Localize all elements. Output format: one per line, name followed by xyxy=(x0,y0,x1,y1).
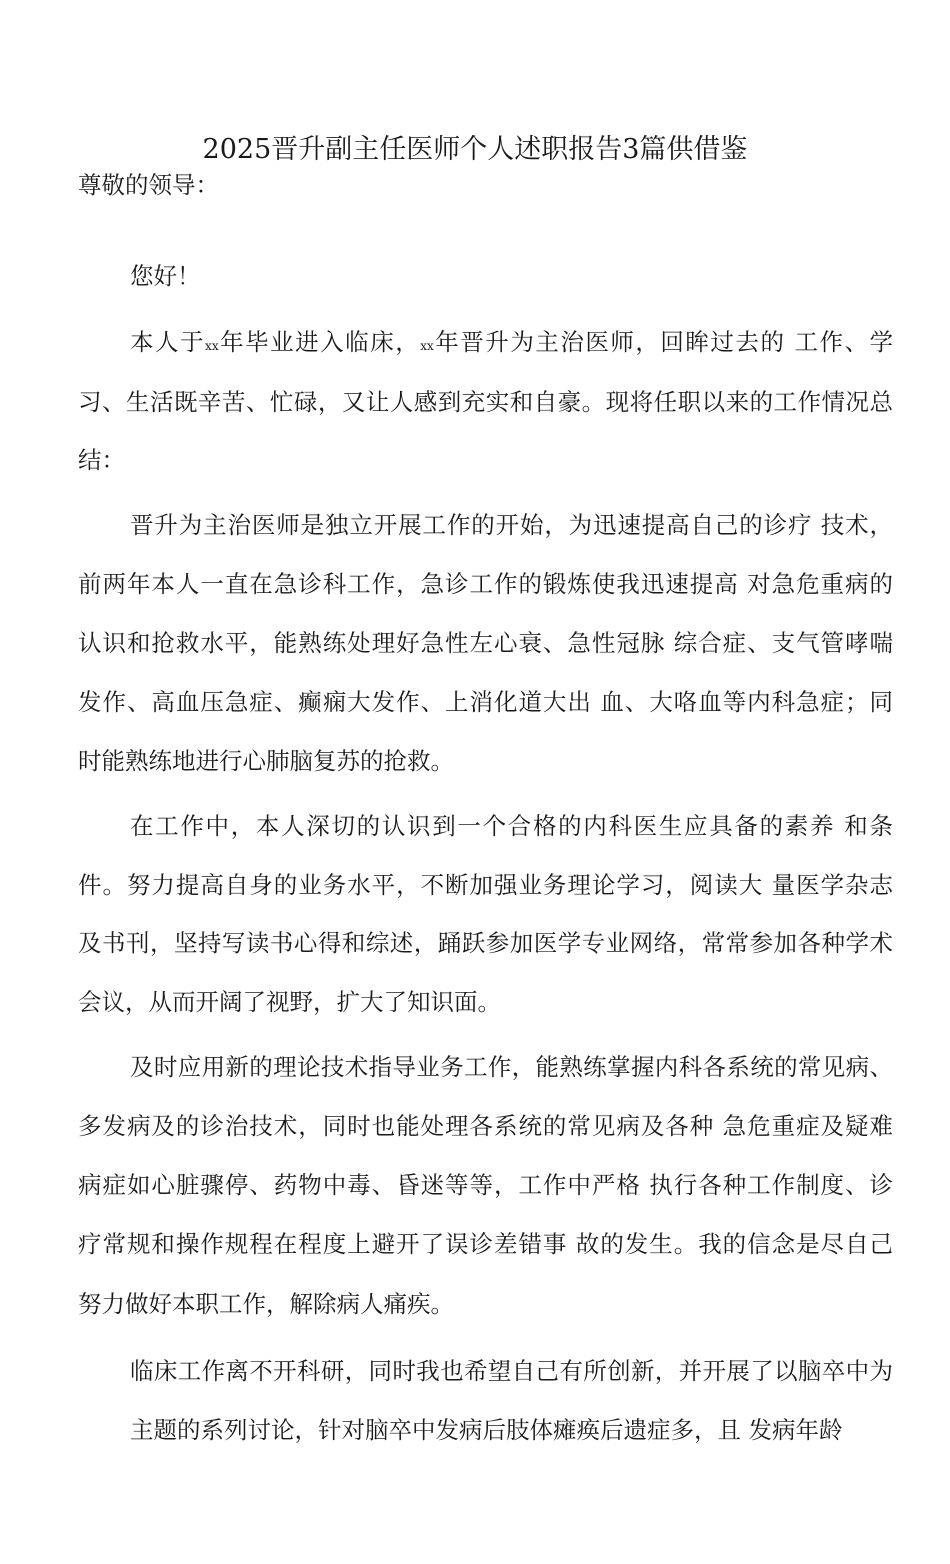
text-segment: 年晋升为主治医师，回眸过去的 工作、学 xyxy=(433,328,893,356)
text-segment: 本人于 xyxy=(130,328,206,356)
paragraph-2-line-5: 时能熟练地进行心肺脑复苏的抢救。 xyxy=(78,747,454,775)
text-segment: 年毕业进入临床， xyxy=(218,328,421,356)
paragraph-2-line-3: 认识和抢救水平，能熟练处理好急性左心衰、急性冠脉 综合症、支气管哮喘 xyxy=(78,629,893,657)
paragraph-1-line-3: 结： xyxy=(78,446,125,474)
paragraph-1-line-1 xyxy=(130,326,893,362)
paragraph-4-line-3: 病症如心脏骤停、药物中毒、昏迷等等，工作中严格 执行各种工作制度、诊 xyxy=(78,1171,893,1199)
paragraph-3-line-3: 及书刊，坚持写读书心得和综述，踊跃参加医学专业网络，常常参加各种学术 xyxy=(78,929,893,957)
paragraph-5-line-2: 主题的系列讨论，针对脑卒中发病后肢体瘫痪后遗症多，且 发病年龄 xyxy=(130,1416,843,1444)
paragraph-4-line-4: 疗常规和操作规程在程度上避开了误诊差错事 故的发生。我的信念是尽自己 xyxy=(78,1230,893,1258)
salutation: 尊敬的领导： xyxy=(78,171,219,199)
document-title: 2025晋升副主任医师个人述职报告3篇供借鉴 xyxy=(202,134,748,165)
paragraph-4-line-5: 努力做好本职工作，解除病人痛疾。 xyxy=(78,1290,454,1318)
paragraph-4-line-2: 多发病及的诊治技术，同时也能处理各系统的常见病及各种 急危重症及疑难 xyxy=(78,1112,893,1140)
paragraph-1-line-2: 习、生活既辛苦、忙碌，又让人感到充实和自豪。现将任职以来的工作情况总 xyxy=(78,388,893,416)
paragraph-3-line-2: 件。努力提高自身的业务水平，不断加强业务理论学习，阅读大 量医学杂志 xyxy=(78,871,893,899)
paragraph-2-line-2: 前两年本人一直在急诊科工作，急诊工作的锻炼使我迅速提高 对急危重病的 xyxy=(78,570,893,598)
paragraph-2-line-4: 发作、高血压急症、癫痫大发作、上消化道大出 血、大咯血等内科急症；同 xyxy=(78,688,893,716)
paragraph-3-line-1: 在工作中，本人深切的认识到一个合格的内科医生应具备的素养 和条 xyxy=(130,812,893,840)
paragraph-4-line-1: 及时应用新的理论技术指导业务工作，能熟练掌握内科各系统的常见病、 xyxy=(130,1053,893,1081)
paragraph-3-line-4: 会议，从而开阔了视野，扩大了知识面。 xyxy=(78,988,501,1016)
placeholder-year: xx xyxy=(205,339,219,353)
paragraph-5-line-1: 临床工作离不开科研，同时我也希望自己有所创新，并开展了以脑卒中为 xyxy=(130,1357,893,1385)
placeholder-year: xx xyxy=(420,339,434,353)
paragraph-2-line-1: 晋升为主治医师是独立开展工作的开始，为迅速提高自己的诊疗 技术， xyxy=(130,511,893,539)
greeting: 您好！ xyxy=(130,262,201,290)
